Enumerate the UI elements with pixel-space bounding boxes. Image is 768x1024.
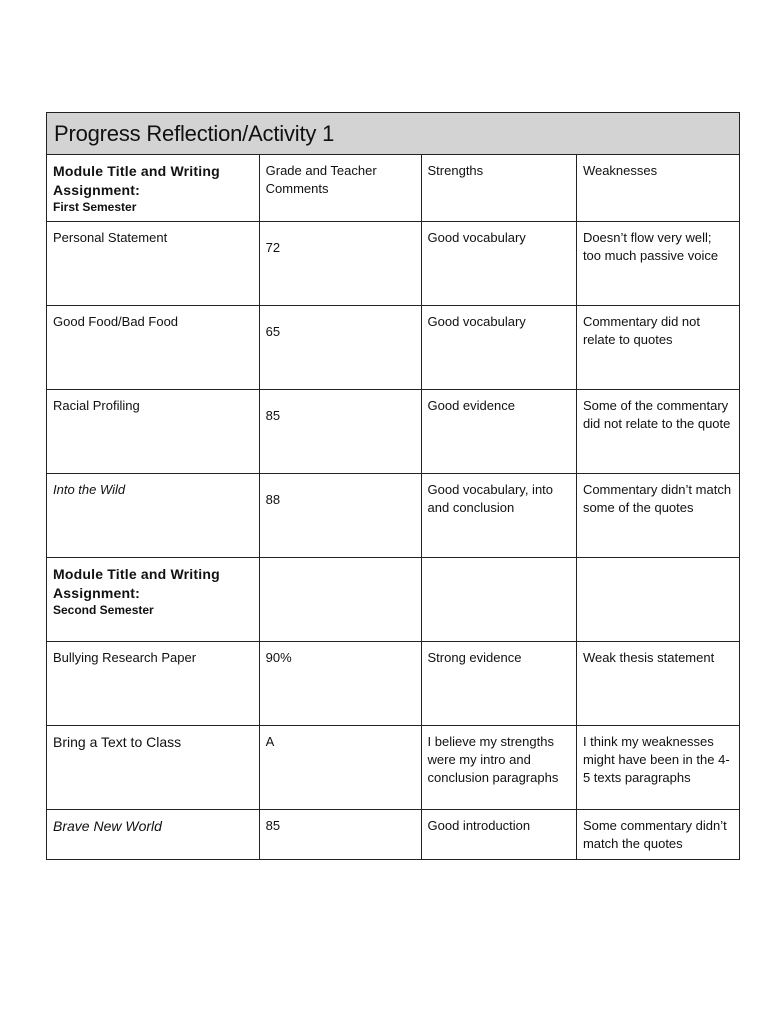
weaknesses-cell: Commentary didn’t match some of the quotes bbox=[576, 474, 739, 558]
strengths-column-header: Strengths bbox=[421, 155, 576, 222]
empty-cell bbox=[259, 558, 421, 642]
grade-cell bbox=[259, 474, 421, 558]
assignment-title: Personal Statement bbox=[47, 222, 260, 306]
table-row bbox=[47, 642, 740, 726]
assignment-title: Into the Wild bbox=[47, 474, 260, 558]
weaknesses-cell: I think my weaknesses might have been in the 4-5 texts paragraphs bbox=[576, 726, 739, 810]
empty-cell bbox=[576, 558, 739, 642]
strengths-cell: Good introduction bbox=[421, 810, 576, 860]
semester-label: Second Semester bbox=[53, 603, 154, 617]
module-heading-cell bbox=[47, 155, 260, 222]
strengths-cell: Good vocabulary bbox=[421, 222, 576, 306]
weaknesses-column-header: Weaknesses bbox=[576, 155, 739, 222]
table-row bbox=[47, 810, 740, 860]
semester-label: First Semester bbox=[53, 200, 137, 214]
grade-column-header: Grade and Teacher Comments bbox=[259, 155, 421, 222]
table-row bbox=[47, 474, 740, 558]
grade-value: 72 bbox=[265, 240, 281, 255]
table-row bbox=[47, 390, 740, 474]
grade-cell bbox=[259, 222, 421, 306]
strengths-cell: I believe my strengths were my intro and conclusion paragraphs bbox=[421, 726, 576, 810]
weaknesses-cell: Some of the commentary did not relate to the quote bbox=[576, 390, 739, 474]
module-heading: Module Title and Writing Assignment: bbox=[53, 163, 220, 198]
table-row bbox=[47, 222, 740, 306]
strengths-cell: Good evidence bbox=[421, 390, 576, 474]
grade-cell bbox=[259, 390, 421, 474]
progress-reflection-table bbox=[46, 112, 740, 860]
grade-value: 65 bbox=[265, 324, 281, 339]
assignment-title: Brave New World bbox=[47, 810, 260, 860]
assignment-title: Bullying Research Paper bbox=[47, 642, 260, 726]
empty-cell bbox=[421, 558, 576, 642]
weaknesses-cell: Weak thesis statement bbox=[576, 642, 739, 726]
grade-cell bbox=[259, 306, 421, 390]
grade-value: 85 bbox=[265, 408, 281, 423]
weaknesses-cell: Doesn’t flow very well; too much passive voice bbox=[576, 222, 739, 306]
grade-cell: 90% bbox=[259, 642, 421, 726]
grade-value: 88 bbox=[265, 492, 281, 507]
assignment-title: Racial Profiling bbox=[47, 390, 260, 474]
weaknesses-cell: Commentary did not relate to quotes bbox=[576, 306, 739, 390]
strengths-cell: Good vocabulary, into and conclusion bbox=[421, 474, 576, 558]
strengths-cell: Strong evidence bbox=[421, 642, 576, 726]
assignment-title: Good Food/Bad Food bbox=[47, 306, 260, 390]
table-title: Progress Reflection/Activity 1 bbox=[47, 113, 740, 155]
table-row bbox=[47, 726, 740, 810]
title-row bbox=[47, 113, 740, 155]
assignment-title: Bring a Text to Class bbox=[47, 726, 260, 810]
grade-cell: A bbox=[259, 726, 421, 810]
grade-cell: 85 bbox=[259, 810, 421, 860]
weaknesses-cell: Some commentary didn’t match the quotes bbox=[576, 810, 739, 860]
strengths-cell: Good vocabulary bbox=[421, 306, 576, 390]
module-heading-cell bbox=[47, 558, 260, 642]
header-row-first-semester bbox=[47, 155, 740, 222]
header-row-second-semester bbox=[47, 558, 740, 642]
module-heading: Module Title and Writing Assignment: bbox=[53, 566, 220, 601]
table-row bbox=[47, 306, 740, 390]
